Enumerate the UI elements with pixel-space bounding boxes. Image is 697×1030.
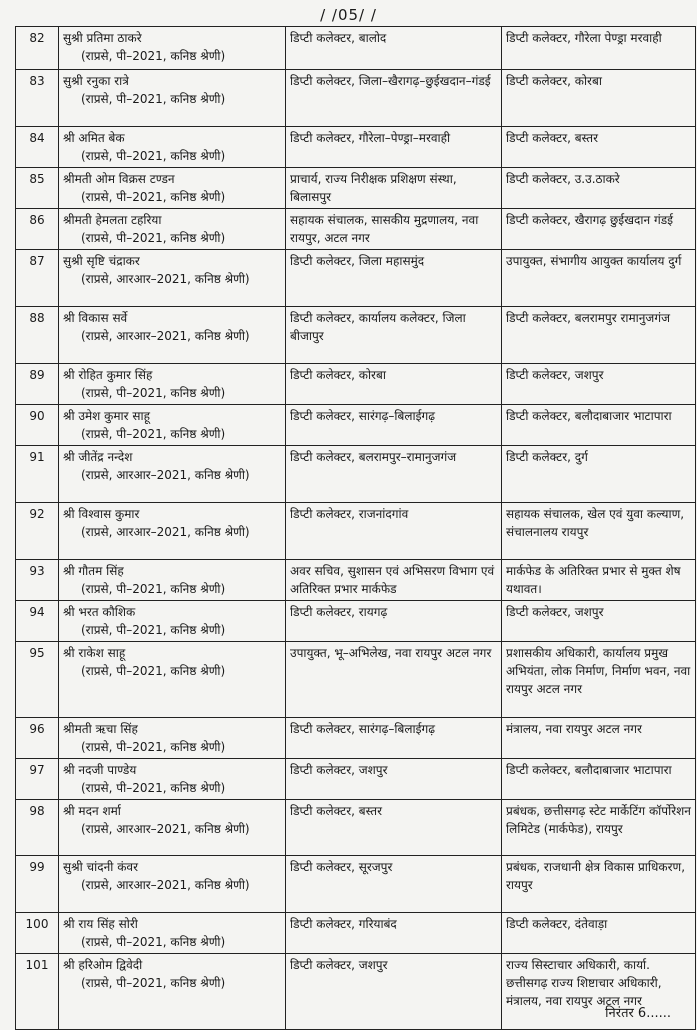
table-row [16, 800, 696, 856]
officer-cell [59, 168, 286, 209]
serial-number: 100 [16, 913, 59, 954]
serial-number: 84 [16, 127, 59, 168]
table-row [16, 250, 696, 307]
officer-cell [59, 954, 286, 1030]
officer-name: श्री विश्वास कुमार [63, 507, 140, 521]
officer-name: सुश्री सृष्टि चंद्राकर [63, 254, 140, 268]
serial-number: 97 [16, 759, 59, 800]
officer-cell [59, 718, 286, 759]
current-posting: डिप्टी कलेक्टर, कार्यालय कलेक्टर, जिला बीजापुर [286, 307, 502, 364]
current-posting: डिप्टी कलेक्टर, बस्तर [286, 800, 502, 856]
current-posting: डिप्टी कलेक्टर, गौरेला–पेण्ड्रा–मरवाही [286, 127, 502, 168]
new-posting: डिप्टी कलेक्टर, बलौदाबाजार भाटापारा [502, 759, 696, 800]
officer-cell [59, 601, 286, 642]
officer-cell [59, 307, 286, 364]
table-row [16, 856, 696, 913]
serial-number: 96 [16, 718, 59, 759]
serial-number: 99 [16, 856, 59, 913]
officer-service: (राप्रसे, पी–2021, कनिष्ठ श्रेणी) [81, 231, 226, 245]
current-posting: डिप्टी कलेक्टर, राजनांदगांव [286, 503, 502, 560]
officer-service: (राप्रसे, पी–2021, कनिष्ठ श्रेणी) [81, 149, 226, 163]
new-posting: डिप्टी कलेक्टर, कोरबा [502, 70, 696, 127]
new-posting: डिप्टी कलेक्टर, बस्तर [502, 127, 696, 168]
new-posting: प्रबंधक, राजधानी क्षेत्र विकास प्राधिकरण, रायपुर [502, 856, 696, 913]
new-posting: डिप्टी कलेक्टर, उ.उ.ठाकरे [502, 168, 696, 209]
officer-service: (राप्रसे, आरआर–2021, कनिष्ठ श्रेणी) [81, 272, 250, 286]
new-posting: डिप्टी कलेक्टर, खैरागढ़ छुईखदान गंडई [502, 209, 696, 250]
current-posting: डिप्टी कलेक्टर, बालोद [286, 27, 502, 70]
table-row [16, 642, 696, 718]
serial-number: 95 [16, 642, 59, 718]
officer-cell [59, 405, 286, 446]
new-posting: डिप्टी कलेक्टर, बलौदाबाजार भाटापारा [502, 405, 696, 446]
officer-cell [59, 70, 286, 127]
transfer-list-table [15, 26, 696, 1030]
new-posting: डिप्टी कलेक्टर, बलरामपुर रामानुजगंज [502, 307, 696, 364]
serial-number: 82 [16, 27, 59, 70]
table-row [16, 27, 696, 70]
officer-service: (राप्रसे, आरआर–2021, कनिष्ठ श्रेणी) [81, 525, 250, 539]
officer-service: (राप्रसे, पी–2021, कनिष्ठ श्रेणी) [81, 623, 226, 637]
officer-service: (राप्रसे, आरआर–2021, कनिष्ठ श्रेणी) [81, 468, 250, 482]
serial-number: 87 [16, 250, 59, 307]
current-posting: डिप्टी कलेक्टर, गरियाबंद [286, 913, 502, 954]
current-posting: डिप्टी कलेक्टर, सारंगढ़–बिलाईगढ़ [286, 405, 502, 446]
current-posting: उपायुक्त, भू–अभिलेख, नवा रायपुर अटल नगर [286, 642, 502, 718]
table-row [16, 759, 696, 800]
officer-name: श्री राय सिंह सोरी [63, 917, 138, 931]
new-posting: उपायुक्त, संभागीय आयुक्त कार्यालय दुर्ग [502, 250, 696, 307]
table-row [16, 954, 696, 1030]
officer-name: सुश्री प्रतिमा ठाकरे [63, 31, 142, 45]
current-posting: डिप्टी कलेक्टर, सारंगढ़–बिलाईगढ़ [286, 718, 502, 759]
current-posting: अवर सचिव, सुशासन एवं अभिसरण विभाग एवं अतिरिक्त प्रभार मार्कफेड [286, 560, 502, 601]
officer-cell [59, 250, 286, 307]
new-posting: डिप्टी कलेक्टर, जशपुर [502, 364, 696, 405]
officer-service: (राप्रसे, पी–2021, कनिष्ठ श्रेणी) [81, 740, 226, 754]
serial-number: 101 [16, 954, 59, 1030]
table-row [16, 168, 696, 209]
officer-cell [59, 856, 286, 913]
officer-cell [59, 560, 286, 601]
officer-cell [59, 446, 286, 503]
new-posting: डिप्टी कलेक्टर, जशपुर [502, 601, 696, 642]
serial-number: 90 [16, 405, 59, 446]
officer-name: श्री जीतेंद्र नन्देश [63, 450, 133, 464]
table-row [16, 503, 696, 560]
officer-cell [59, 642, 286, 718]
officer-service: (राप्रसे, पी–2021, कनिष्ठ श्रेणी) [81, 386, 226, 400]
officer-cell [59, 759, 286, 800]
current-posting: डिप्टी कलेक्टर, जशपुर [286, 759, 502, 800]
officer-name: श्री नदजी पाण्डेय [63, 763, 137, 777]
serial-number: 98 [16, 800, 59, 856]
officer-name: श्री हरिओम द्विवेदी [63, 958, 143, 972]
current-posting: डिप्टी कलेक्टर, रायगढ़ [286, 601, 502, 642]
officer-service: (राप्रसे, पी–2021, कनिष्ठ श्रेणी) [81, 49, 226, 63]
page-number: / /05/ / [320, 6, 377, 24]
table-row [16, 70, 696, 127]
table-row [16, 913, 696, 954]
serial-number: 88 [16, 307, 59, 364]
officer-name: श्री उमेश कुमार साहू [63, 409, 150, 423]
officer-cell [59, 127, 286, 168]
officer-cell [59, 800, 286, 856]
officer-name: सुश्री रनुका रात्रे [63, 74, 129, 88]
officer-name: श्री रोहित कुमार सिंह [63, 368, 153, 382]
new-posting: डिप्टी कलेक्टर, दंतेवाड़ा [502, 913, 696, 954]
table-row [16, 601, 696, 642]
officer-name: श्री गौतम सिंह [63, 564, 124, 578]
new-posting: सहायक संचालक, खेल एवं युवा कल्याण, संचालनालय रायपुर [502, 503, 696, 560]
new-posting: डिप्टी कलेक्टर, गौरेला पेण्ड्रा मरवाही [502, 27, 696, 70]
officer-service: (राप्रसे, पी–2021, कनिष्ठ श्रेणी) [81, 582, 226, 596]
serial-number: 91 [16, 446, 59, 503]
officer-service: (राप्रसे, पी–2021, कनिष्ठ श्रेणी) [81, 976, 226, 990]
officer-service: (राप्रसे, आरआर–2021, कनिष्ठ श्रेणी) [81, 822, 250, 836]
table-row [16, 209, 696, 250]
current-posting: डिप्टी कलेक्टर, जशपुर [286, 954, 502, 1030]
officer-name: श्री राकेश साहू [63, 646, 126, 660]
current-posting: डिप्टी कलेक्टर, जिला–खैरागढ़–छुईखदान–गंडई [286, 70, 502, 127]
serial-number: 93 [16, 560, 59, 601]
serial-number: 85 [16, 168, 59, 209]
officer-cell [59, 27, 286, 70]
officer-service: (राप्रसे, पी–2021, कनिष्ठ श्रेणी) [81, 664, 226, 678]
current-posting: सहायक संचालक, सासकीय मुद्रणालय, नवा रायपुर, अटल नगर [286, 209, 502, 250]
table-row [16, 560, 696, 601]
table-row [16, 307, 696, 364]
serial-number: 86 [16, 209, 59, 250]
officer-name: सुश्री चांदनी कंवर [63, 860, 139, 874]
serial-number: 92 [16, 503, 59, 560]
officer-cell [59, 913, 286, 954]
table-row [16, 446, 696, 503]
table-row [16, 718, 696, 759]
table-row [16, 405, 696, 446]
officer-service: (राप्रसे, पी–2021, कनिष्ठ श्रेणी) [81, 935, 226, 949]
officer-service: (राप्रसे, पी–2021, कनिष्ठ श्रेणी) [81, 781, 226, 795]
current-posting: प्राचार्य, राज्य निरीक्षक प्रशिक्षण संस्था, बिलासपुर [286, 168, 502, 209]
current-posting: डिप्टी कलेक्टर, जिला महासमुंद [286, 250, 502, 307]
continued-note: निरंतर 6...... [605, 1006, 671, 1021]
officer-cell [59, 364, 286, 405]
new-posting: प्रबंधक, छत्तीसगढ़ स्टेट मार्केटिंग कॉर्पोरेशन लिमिटेड (मार्कफेड), रायपुर [502, 800, 696, 856]
officer-cell [59, 209, 286, 250]
new-posting: डिप्टी कलेक्टर, दुर्ग [502, 446, 696, 503]
officer-name: श्री मदन शर्मा [63, 804, 121, 818]
current-posting: डिप्टी कलेक्टर, बलरामपुर–रामानुजगंज [286, 446, 502, 503]
officer-name: श्रीमती ओम विक्रस टण्डन [63, 172, 175, 186]
serial-number: 89 [16, 364, 59, 405]
new-posting: प्रशासकीय अधिकारी, कार्यालय प्रमुख अभियंता, लोक निर्माण, निर्माण भवन, नवा रायपुर अटल नगर [502, 642, 696, 718]
officer-name: श्रीमती ऋचा सिंह [63, 722, 138, 736]
officer-service: (राप्रसे, पी–2021, कनिष्ठ श्रेणी) [81, 427, 226, 441]
table-row [16, 364, 696, 405]
officer-name: श्री विकास सर्वे [63, 311, 128, 325]
officer-service: (राप्रसे, पी–2021, कनिष्ठ श्रेणी) [81, 190, 226, 204]
new-posting: राज्य सिस्टाचार अधिकारी, कार्या. छत्तीसगढ़ राज्य शिष्टाचार अधिकारी, मंत्रालय, नवा रायपुर अटल नगर [502, 954, 696, 1030]
officer-name: श्रीमती हेमलता टहरिया [63, 213, 162, 227]
officer-service: (राप्रसे, आरआर–2021, कनिष्ठ श्रेणी) [81, 329, 250, 343]
officer-service: (राप्रसे, पी–2021, कनिष्ठ श्रेणी) [81, 92, 226, 106]
officer-service: (राप्रसे, आरआर–2021, कनिष्ठ श्रेणी) [81, 878, 250, 892]
serial-number: 83 [16, 70, 59, 127]
current-posting: डिप्टी कलेक्टर, सूरजपुर [286, 856, 502, 913]
officer-name: श्री अमित बेक [63, 131, 125, 145]
officer-name: श्री भरत कौशिक [63, 605, 136, 619]
officer-cell [59, 503, 286, 560]
table-row [16, 127, 696, 168]
current-posting: डिप्टी कलेक्टर, कोरबा [286, 364, 502, 405]
new-posting: मार्कफेड के अतिरिक्त प्रभार से मुक्त शेष यथावत। [502, 560, 696, 601]
serial-number: 94 [16, 601, 59, 642]
new-posting: मंत्रालय, नवा रायपुर अटल नगर [502, 718, 696, 759]
